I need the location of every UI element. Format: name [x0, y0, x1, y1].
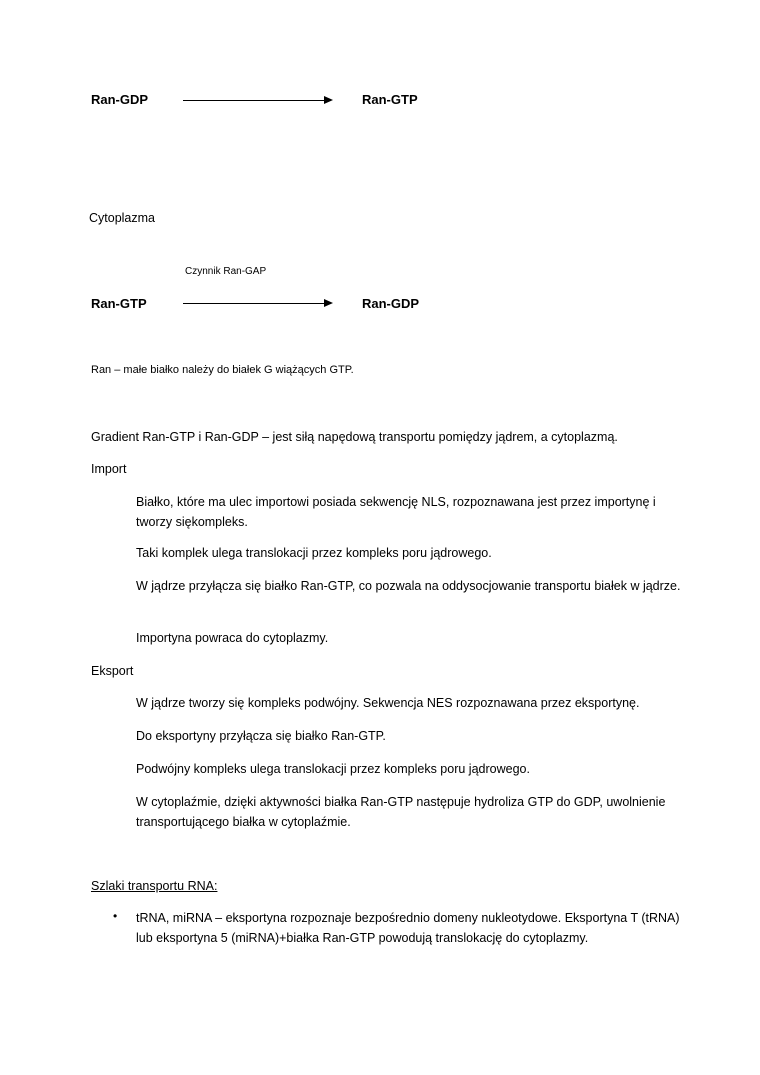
ran-description: Ran – małe białko należy do białek G wiążących GTP.: [91, 364, 354, 376]
diagram1-left-label: Ran-GDP: [91, 92, 149, 107]
import-heading: Import: [91, 462, 127, 476]
import-step-1: Białko, które ma ulec importowi posiada sekwencję NLS, rozpoznawana jest przez importynę i tworzy siękompleks.: [136, 495, 656, 529]
diagram2-arrow: [183, 303, 331, 304]
export-step-1: W jądrze tworzy się kompleks podwójny. Sekwencja NES rozpoznawana przez eksportynę.: [136, 696, 640, 710]
diagram2-left-label: Ran-GTP: [91, 296, 147, 311]
import-step-4: Importyna powraca do cytoplazmy.: [136, 631, 329, 645]
rna-section-heading: Szlaki transportu RNA:: [91, 879, 218, 893]
gradient-text: Gradient Ran-GTP i Ran-GDP – jest siłą napędową transportu pomiędzy jądrem, a cytoplazmą.: [91, 430, 618, 444]
export-step-2: Do eksportyny przyłącza się białko Ran-GTP.: [136, 729, 386, 743]
export-heading: Eksport: [91, 664, 134, 678]
cytoplasm-label: Cytoplazma: [89, 211, 155, 225]
import-step-2: Taki komplek ulega translokacji przez kompleks poru jądrowego.: [136, 546, 492, 560]
export-step-3: Podwójny kompleks ulega translokacji przez kompleks poru jądrowego.: [136, 762, 530, 776]
diagram1-right-label: Ran-GTP: [362, 92, 418, 107]
diagram2-right-label: Ran-GDP: [362, 296, 420, 311]
diagram1-arrow: [183, 100, 331, 101]
import-step-3: W jądrze przyłącza się białko Ran-GTP, co pozwala na oddysocjowanie transportu białek w jądrze.: [136, 579, 681, 593]
diagram2-factor-label: Czynnik Ran-GAP: [185, 266, 267, 277]
bullet-icon: •: [113, 909, 118, 923]
export-step-4: W cytoplaźmie, dzięki aktywności białka Ran-GTP następuje hydroliza GTP do GDP, uwolnienie transportującego białka w cytoplaźmie.: [136, 795, 666, 829]
rna-bullet-text: tRNA, miRNA – eksportyna rozpoznaje bezpośrednio domeny nukleotydowe. Eksportyna T (tRNA) lub eksportyna 5 (miRNA)+białka Ran-GTP powodują translokację do cytoplazmy.: [136, 911, 680, 945]
